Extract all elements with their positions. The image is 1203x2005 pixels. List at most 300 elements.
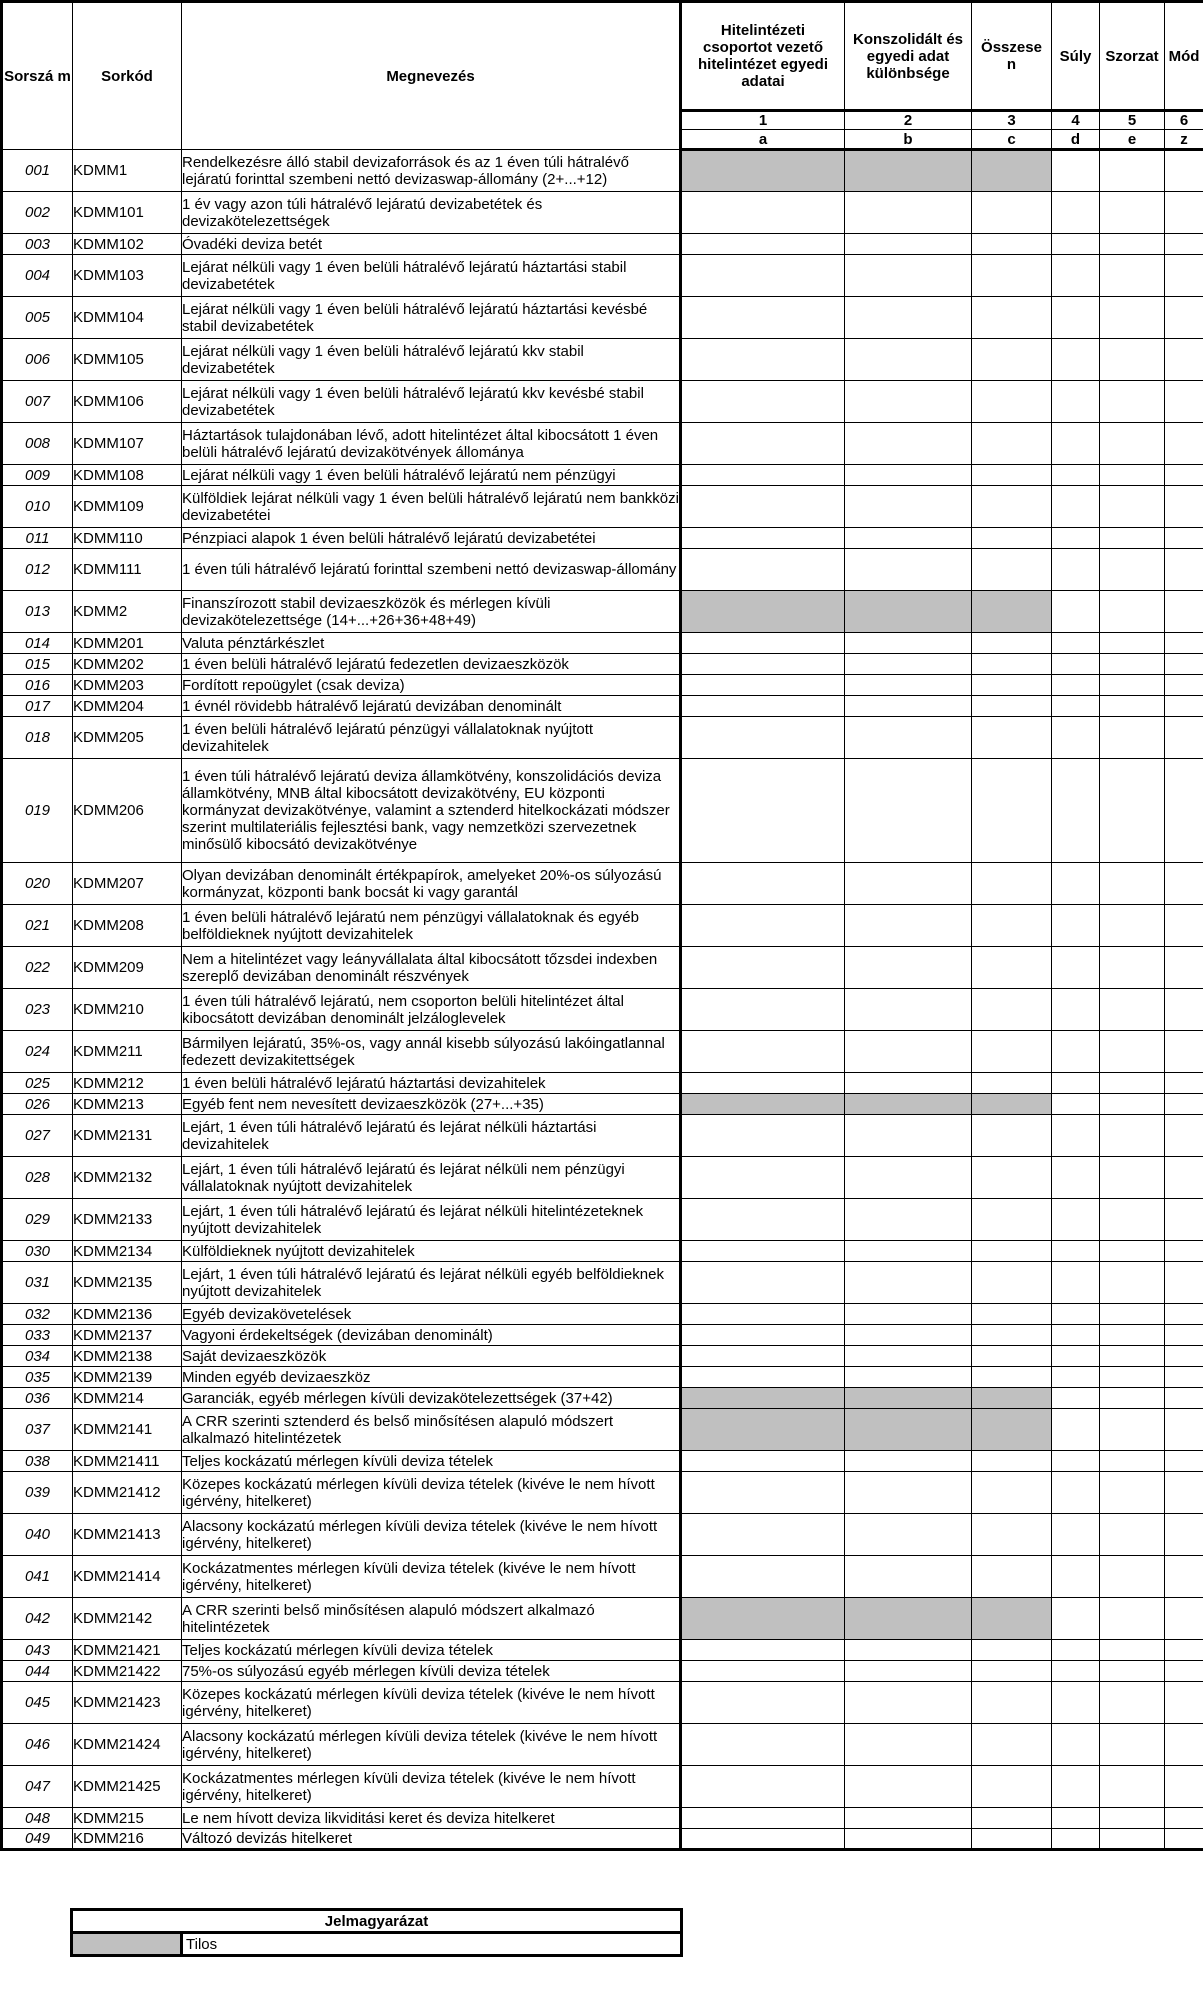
cell-d: [1052, 1682, 1100, 1724]
cell-c: [972, 947, 1052, 989]
row-name: Lejárt, 1 éven túli hátralévő lejáratú és lejárat nélküli nem pénzügyi vállalatoknak nyújtott devizahitelek: [182, 1157, 681, 1199]
header-sorkod: Sorkód: [73, 2, 182, 150]
cell-c: [972, 486, 1052, 528]
cell-b[interactable]: [845, 1724, 972, 1766]
cell-e: [1100, 1073, 1165, 1094]
row-number: 047: [2, 1766, 73, 1808]
cell-a[interactable]: [681, 1661, 845, 1682]
cell-d: [1052, 1451, 1100, 1472]
cell-d: [1052, 381, 1100, 423]
cell-z: [1165, 465, 1203, 486]
cell-a[interactable]: [681, 696, 845, 717]
cell-b: [845, 591, 972, 633]
cell-e: [1100, 192, 1165, 234]
cell-c: [972, 1808, 1052, 1829]
cell-z: [1165, 1241, 1203, 1262]
cell-a[interactable]: [681, 1325, 845, 1346]
table-row: [2, 759, 1203, 863]
row-name: Lejárat nélküli vagy 1 éven belüli hátralévő lejáratú kkv kevésbé stabil devizabetétek: [182, 381, 681, 423]
cell-b: [845, 1388, 972, 1409]
table-row: [2, 297, 1203, 339]
cell-b: [845, 1598, 972, 1640]
cell-b[interactable]: [845, 1157, 972, 1199]
legend-item-label: Tilos: [182, 1933, 682, 1956]
cell-a[interactable]: [681, 381, 845, 423]
cell-z: [1165, 905, 1203, 947]
cell-b[interactable]: [845, 1115, 972, 1157]
row-number: 043: [2, 1640, 73, 1661]
cell-a[interactable]: [681, 947, 845, 989]
row-name: Bármilyen lejáratú, 35%-os, vagy annál kisebb súlyozású lakóingatlannal fedezett devizakitettségek: [182, 1031, 681, 1073]
cell-c: [972, 1598, 1052, 1640]
cell-b[interactable]: [845, 1556, 972, 1598]
cell-c: [972, 1304, 1052, 1325]
table-row: [2, 1388, 1203, 1409]
cell-z: [1165, 486, 1203, 528]
cell-z: [1165, 1409, 1203, 1451]
cell-a: [681, 1409, 845, 1451]
cell-b[interactable]: [845, 1766, 972, 1808]
cell-z: [1165, 1325, 1203, 1346]
cell-a[interactable]: [681, 1514, 845, 1556]
row-number: 002: [2, 192, 73, 234]
row-number: 044: [2, 1661, 73, 1682]
cell-a[interactable]: [681, 1808, 845, 1829]
row-code: KDMM104: [73, 297, 182, 339]
cell-c: [972, 1094, 1052, 1115]
cell-a[interactable]: [681, 905, 845, 947]
header-num-4: 4: [1052, 111, 1100, 130]
cell-z: [1165, 654, 1203, 675]
cell-a[interactable]: [681, 1199, 845, 1241]
row-number: 021: [2, 905, 73, 947]
row-name: Külföldieknek nyújtott devizahitelek: [182, 1241, 681, 1262]
cell-b[interactable]: [845, 696, 972, 717]
cell-c: [972, 905, 1052, 947]
cell-d: [1052, 465, 1100, 486]
table-row: [2, 1367, 1203, 1388]
row-code: KDMM21414: [73, 1556, 182, 1598]
cell-b[interactable]: [845, 905, 972, 947]
row-name: A CRR szerinti sztenderd és belső minősítésen alapuló módszert alkalmazó hitelintézetek: [182, 1409, 681, 1451]
cell-a[interactable]: [681, 1304, 845, 1325]
cell-c: [972, 1829, 1052, 1850]
cell-d: [1052, 1157, 1100, 1199]
cell-c: [972, 339, 1052, 381]
cell-b[interactable]: [845, 1451, 972, 1472]
cell-e: [1100, 1724, 1165, 1766]
row-code: KDMM214: [73, 1388, 182, 1409]
row-number: 045: [2, 1682, 73, 1724]
cell-d: [1052, 1556, 1100, 1598]
row-number: 011: [2, 528, 73, 549]
cell-a[interactable]: [681, 1682, 845, 1724]
cell-d: [1052, 1304, 1100, 1325]
cell-d: [1052, 1829, 1100, 1850]
cell-c: [972, 1388, 1052, 1409]
cell-b[interactable]: [845, 1199, 972, 1241]
cell-c: [972, 1409, 1052, 1451]
cell-z: [1165, 423, 1203, 465]
cell-b[interactable]: [845, 1829, 972, 1850]
row-name: Háztartások tulajdonában lévő, adott hitelintézet által kibocsátott 1 éven belüli hátralévő lejáratú devizakötvények állománya: [182, 423, 681, 465]
row-code: KDMM212: [73, 1073, 182, 1094]
cell-z: [1165, 192, 1203, 234]
cell-z: [1165, 1199, 1203, 1241]
table-row: [2, 1724, 1203, 1766]
cell-b[interactable]: [845, 1472, 972, 1514]
cell-a[interactable]: [681, 486, 845, 528]
cell-d: [1052, 717, 1100, 759]
cell-a: [681, 1388, 845, 1409]
cell-a[interactable]: [681, 863, 845, 905]
row-code: KDMM21424: [73, 1724, 182, 1766]
cell-a[interactable]: [681, 633, 845, 654]
cell-z: [1165, 696, 1203, 717]
row-code: KDMM106: [73, 381, 182, 423]
cell-b[interactable]: [845, 1325, 972, 1346]
cell-a[interactable]: [681, 549, 845, 591]
cell-a[interactable]: [681, 1640, 845, 1661]
row-code: KDMM107: [73, 423, 182, 465]
header-sorszam: Sorszá m: [2, 2, 73, 150]
cell-c: [972, 1031, 1052, 1073]
header-megnevezes: Megnevezés: [182, 2, 681, 150]
row-code: KDMM216: [73, 1829, 182, 1850]
cell-c: [972, 1514, 1052, 1556]
row-number: 019: [2, 759, 73, 863]
cell-d: [1052, 1073, 1100, 1094]
cell-b[interactable]: [845, 423, 972, 465]
cell-b[interactable]: [845, 759, 972, 863]
cell-e: [1100, 947, 1165, 989]
cell-a: [681, 1094, 845, 1115]
cell-b[interactable]: [845, 675, 972, 696]
cell-d: [1052, 1598, 1100, 1640]
row-name: Garanciák, egyéb mérlegen kívüli devizakötelezettségek (37+42): [182, 1388, 681, 1409]
cell-z: [1165, 381, 1203, 423]
cell-d: [1052, 989, 1100, 1031]
table-row: [2, 528, 1203, 549]
cell-b[interactable]: [845, 339, 972, 381]
row-code: KDMM2134: [73, 1241, 182, 1262]
cell-e: [1100, 1199, 1165, 1241]
cell-a[interactable]: [681, 1724, 845, 1766]
table-row: [2, 192, 1203, 234]
cell-e: [1100, 423, 1165, 465]
row-code: KDMM2142: [73, 1598, 182, 1640]
row-number: 038: [2, 1451, 73, 1472]
cell-b[interactable]: [845, 255, 972, 297]
table-row: [2, 1514, 1203, 1556]
cell-d: [1052, 1640, 1100, 1661]
row-code: KDMM105: [73, 339, 182, 381]
cell-c: [972, 1367, 1052, 1388]
cell-c: [972, 696, 1052, 717]
cell-e: [1100, 1367, 1165, 1388]
cell-a: [681, 591, 845, 633]
cell-b[interactable]: [845, 989, 972, 1031]
table-row: [2, 591, 1203, 633]
header-col-d: Súly: [1052, 2, 1100, 111]
cell-a[interactable]: [681, 528, 845, 549]
cell-d: [1052, 863, 1100, 905]
row-number: 039: [2, 1472, 73, 1514]
cell-a[interactable]: [681, 1556, 845, 1598]
cell-z: [1165, 1157, 1203, 1199]
cell-e: [1100, 759, 1165, 863]
cell-c: [972, 255, 1052, 297]
table-row: [2, 255, 1203, 297]
cell-a: [681, 1598, 845, 1640]
cell-b[interactable]: [845, 717, 972, 759]
row-name: Kockázatmentes mérlegen kívüli deviza tételek (kivéve le nem hívott igérvény, hitelkeret): [182, 1766, 681, 1808]
cell-d: [1052, 905, 1100, 947]
cell-b[interactable]: [845, 1262, 972, 1304]
row-code: KDMM208: [73, 905, 182, 947]
cell-d: [1052, 1325, 1100, 1346]
header-num-5: 5: [1100, 111, 1165, 130]
cell-a[interactable]: [681, 654, 845, 675]
cell-z: [1165, 717, 1203, 759]
row-name: Saját devizaeszközök: [182, 1346, 681, 1367]
cell-b[interactable]: [845, 633, 972, 654]
cell-d: [1052, 633, 1100, 654]
row-number: 037: [2, 1409, 73, 1451]
cell-z: [1165, 1094, 1203, 1115]
row-code: KDMM110: [73, 528, 182, 549]
table-body: [2, 150, 1203, 1850]
row-code: KDMM109: [73, 486, 182, 528]
cell-b[interactable]: [845, 1241, 972, 1262]
cell-e: [1100, 150, 1165, 192]
cell-d: [1052, 654, 1100, 675]
row-number: 012: [2, 549, 73, 591]
cell-a[interactable]: [681, 759, 845, 863]
table-row: [2, 1556, 1203, 1598]
cell-e: [1100, 1031, 1165, 1073]
cell-a[interactable]: [681, 423, 845, 465]
cell-b[interactable]: [845, 1514, 972, 1556]
cell-a[interactable]: [681, 1346, 845, 1367]
cell-a[interactable]: [681, 234, 845, 255]
cell-c: [972, 654, 1052, 675]
cell-c: [972, 1157, 1052, 1199]
cell-a[interactable]: [681, 1241, 845, 1262]
cell-c: [972, 1115, 1052, 1157]
row-code: KDMM215: [73, 1808, 182, 1829]
cell-a[interactable]: [681, 255, 845, 297]
cell-b[interactable]: [845, 1682, 972, 1724]
cell-c: [972, 1472, 1052, 1514]
cell-b[interactable]: [845, 863, 972, 905]
row-number: 010: [2, 486, 73, 528]
cell-b[interactable]: [845, 1661, 972, 1682]
row-number: 046: [2, 1724, 73, 1766]
table-row: [2, 1157, 1203, 1199]
row-code: KDMM2133: [73, 1199, 182, 1241]
cell-a[interactable]: [681, 675, 845, 696]
cell-a[interactable]: [681, 989, 845, 1031]
cell-c: [972, 1724, 1052, 1766]
row-code: KDMM207: [73, 863, 182, 905]
header-col-b: Konszolidált és egyedi adat különbsége: [845, 2, 972, 111]
header-col-a: Hitelintézeti csoportot vezető hitelintézet egyedi adatai: [681, 2, 845, 111]
cell-z: [1165, 1304, 1203, 1325]
row-name: Rendelkezésre álló stabil devizaforrások és az 1 éven túli hátralévő lejáratú forinttal szembeni nettó devizaswap-állomány (2+...+12): [182, 150, 681, 192]
cell-a[interactable]: [681, 1262, 845, 1304]
cell-c: [972, 633, 1052, 654]
row-code: KDMM2: [73, 591, 182, 633]
cell-b[interactable]: [845, 465, 972, 486]
cell-a[interactable]: [681, 192, 845, 234]
row-code: KDMM204: [73, 696, 182, 717]
table-row: [2, 465, 1203, 486]
cell-z: [1165, 759, 1203, 863]
row-number: 008: [2, 423, 73, 465]
row-code: KDMM2141: [73, 1409, 182, 1451]
cell-a[interactable]: [681, 1766, 845, 1808]
cell-e: [1100, 234, 1165, 255]
table-row: [2, 1451, 1203, 1472]
cell-b[interactable]: [845, 1808, 972, 1829]
row-number: 033: [2, 1325, 73, 1346]
cell-c: [972, 528, 1052, 549]
cell-a[interactable]: [681, 1829, 845, 1850]
cell-z: [1165, 1031, 1203, 1073]
header-row: [2, 2, 1203, 111]
legend-title: Jelmagyarázat: [72, 1910, 682, 1933]
cell-b[interactable]: [845, 297, 972, 339]
cell-b[interactable]: [845, 1031, 972, 1073]
cell-z: [1165, 150, 1203, 192]
row-code: KDMM206: [73, 759, 182, 863]
row-name: Olyan devizában denominált értékpapírok, amelyeket 20%-os súlyozású kormányzat, központi bank bocsát ki vagy garantál: [182, 863, 681, 905]
cell-c: [972, 297, 1052, 339]
header-col-e: Szorzat: [1100, 2, 1165, 111]
cell-e: [1100, 339, 1165, 381]
header-letter-z: z: [1165, 130, 1203, 150]
row-number: 013: [2, 591, 73, 633]
header-letter-d: d: [1052, 130, 1100, 150]
cell-c: [972, 863, 1052, 905]
row-code: KDMM209: [73, 947, 182, 989]
row-name: A CRR szerinti belső minősítésen alapuló módszert alkalmazó hitelintézetek: [182, 1598, 681, 1640]
row-code: KDMM2132: [73, 1157, 182, 1199]
row-number: 020: [2, 863, 73, 905]
row-code: KDMM2137: [73, 1325, 182, 1346]
cell-b[interactable]: [845, 486, 972, 528]
cell-b[interactable]: [845, 192, 972, 234]
header-num-2: 2: [845, 111, 972, 130]
cell-e: [1100, 486, 1165, 528]
table-row: [2, 150, 1203, 192]
cell-c: [972, 1682, 1052, 1724]
row-name: 1 éven belüli hátralévő lejáratú nem pénzügyi vállalatoknak és egyéb belföldieknek nyújtott devizahitelek: [182, 905, 681, 947]
cell-b[interactable]: [845, 947, 972, 989]
cell-d: [1052, 591, 1100, 633]
cell-a[interactable]: [681, 1031, 845, 1073]
row-name: Teljes kockázatú mérlegen kívüli deviza tételek: [182, 1640, 681, 1661]
cell-b[interactable]: [845, 1640, 972, 1661]
row-name: Minden egyéb devizaeszköz: [182, 1367, 681, 1388]
row-name: Lejárt, 1 éven túli hátralévő lejáratú és lejárat nélküli háztartási devizahitelek: [182, 1115, 681, 1157]
row-name: Valuta pénztárkészlet: [182, 633, 681, 654]
cell-d: [1052, 675, 1100, 696]
cell-d: [1052, 192, 1100, 234]
cell-a[interactable]: [681, 1157, 845, 1199]
cell-a[interactable]: [681, 717, 845, 759]
cell-b[interactable]: [845, 1367, 972, 1388]
row-name: 75%-os súlyozású egyéb mérlegen kívüli deviza tételek: [182, 1661, 681, 1682]
cell-d: [1052, 423, 1100, 465]
row-name: Közepes kockázatú mérlegen kívüli deviza tételek (kivéve le nem hívott igérvény, hitelkeret): [182, 1472, 681, 1514]
header-col-c: Összese n: [972, 2, 1052, 111]
cell-e: [1100, 905, 1165, 947]
row-code: KDMM21412: [73, 1472, 182, 1514]
row-name: 1 éven túli hátralévő lejáratú, nem csoporton belüli hitelintézet által kibocsátott devizában denominált jelzáloglevelek: [182, 989, 681, 1031]
cell-z: [1165, 1514, 1203, 1556]
cell-b[interactable]: [845, 1304, 972, 1325]
row-number: 004: [2, 255, 73, 297]
cell-e: [1100, 1388, 1165, 1409]
row-code: KDMM21425: [73, 1766, 182, 1808]
row-code: KDMM111: [73, 549, 182, 591]
cell-e: [1100, 255, 1165, 297]
header-letter-c: c: [972, 130, 1052, 150]
cell-z: [1165, 528, 1203, 549]
cell-b[interactable]: [845, 234, 972, 255]
cell-b[interactable]: [845, 528, 972, 549]
cell-c: [972, 1325, 1052, 1346]
header-num-3: 3: [972, 111, 1052, 130]
table-row: [2, 339, 1203, 381]
cell-b[interactable]: [845, 381, 972, 423]
cell-b[interactable]: [845, 549, 972, 591]
row-name: 1 éven belüli hátralévő lejáratú pénzügyi vállalatoknak nyújtott devizahitelek: [182, 717, 681, 759]
cell-d: [1052, 1115, 1100, 1157]
row-code: KDMM201: [73, 633, 182, 654]
cell-c: [972, 675, 1052, 696]
cell-e: [1100, 633, 1165, 654]
cell-e: [1100, 717, 1165, 759]
row-number: 005: [2, 297, 73, 339]
cell-z: [1165, 1829, 1203, 1850]
row-name: Pénzpiaci alapok 1 éven belüli hátralévő lejáratú devizabetétei: [182, 528, 681, 549]
cell-a[interactable]: [681, 1367, 845, 1388]
row-number: 015: [2, 654, 73, 675]
cell-e: [1100, 1472, 1165, 1514]
cell-b[interactable]: [845, 1073, 972, 1094]
cell-b[interactable]: [845, 654, 972, 675]
cell-d: [1052, 1031, 1100, 1073]
cell-z: [1165, 1115, 1203, 1157]
cell-a[interactable]: [681, 1451, 845, 1472]
cell-z: [1165, 1451, 1203, 1472]
cell-a[interactable]: [681, 465, 845, 486]
legend-grey-swatch: [72, 1933, 182, 1956]
cell-a[interactable]: [681, 1073, 845, 1094]
cell-b: [845, 1409, 972, 1451]
cell-a[interactable]: [681, 339, 845, 381]
cell-a[interactable]: [681, 297, 845, 339]
cell-a[interactable]: [681, 1115, 845, 1157]
cell-d: [1052, 759, 1100, 863]
row-number: 025: [2, 1073, 73, 1094]
cell-e: [1100, 1262, 1165, 1304]
cell-b[interactable]: [845, 1346, 972, 1367]
cell-a[interactable]: [681, 1472, 845, 1514]
